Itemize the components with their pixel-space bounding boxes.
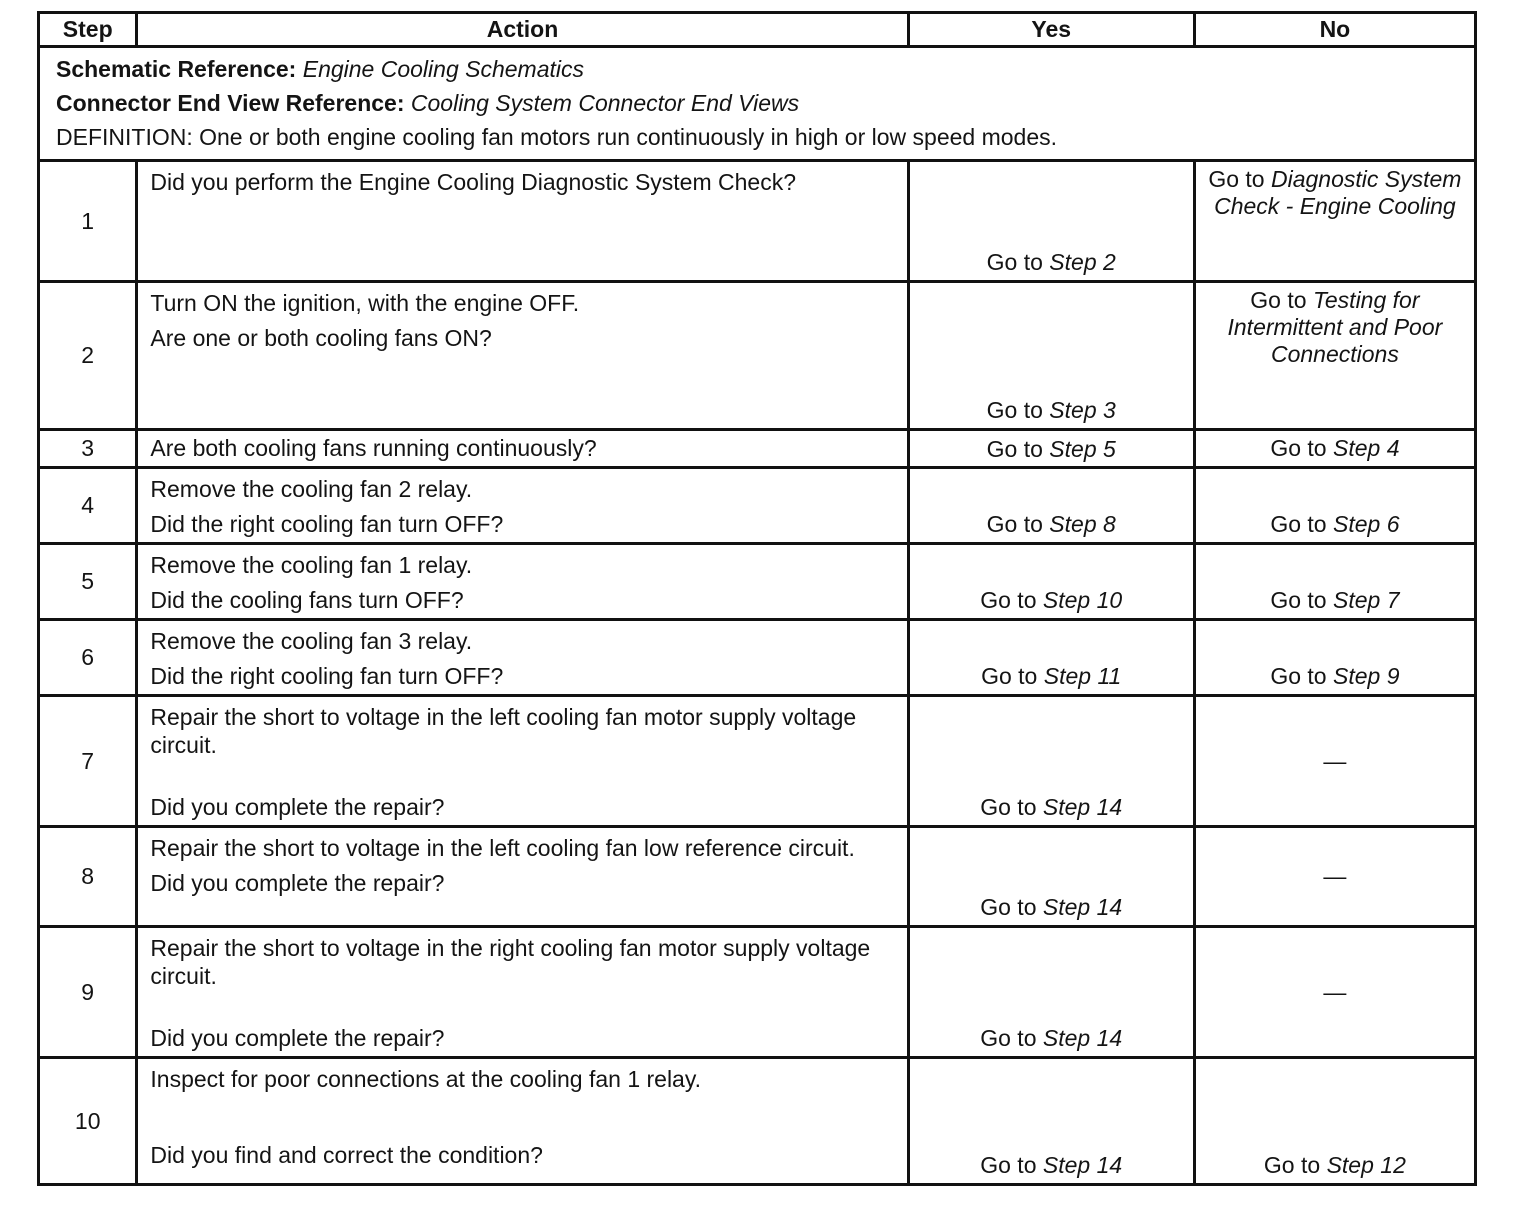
- table-row: [39, 282, 1476, 430]
- table-row: [39, 620, 1476, 696]
- action-text: Remove the cooling fan 1 relay.: [150, 552, 473, 578]
- header-no: No: [1194, 13, 1475, 47]
- action-text: Repair the short to voltage in the left cooling fan low reference circuit.: [150, 835, 855, 861]
- step-number: 7: [39, 696, 137, 827]
- yes-cell: [908, 927, 1194, 1058]
- no-cell: [1194, 468, 1475, 544]
- no-cell: [1194, 620, 1475, 696]
- goto-prefix: Go to: [980, 1152, 1037, 1178]
- goto-prefix: Go to: [980, 894, 1037, 920]
- no-cell: [1194, 927, 1475, 1058]
- action-question: Did the right cooling fan turn OFF?: [150, 511, 504, 537]
- table-row: [39, 927, 1476, 1058]
- action-cell: [137, 1058, 908, 1185]
- no-step-link: Step 9: [1332, 663, 1400, 689]
- no-cell: [1194, 827, 1475, 927]
- step-number: 2: [39, 282, 137, 430]
- table-row: [39, 161, 1476, 282]
- step-number: 8: [39, 827, 137, 927]
- definition: DEFINITION: One or both engine cooling fan motors run continuously in high or low speed modes.: [56, 124, 1058, 150]
- no-step-link: Step 4: [1332, 435, 1400, 461]
- step-number: 6: [39, 620, 137, 696]
- goto-prefix: Go to: [1270, 511, 1327, 537]
- schematic-reference: [56, 52, 1458, 86]
- action-text: Inspect for poor connections at the cooling fan 1 relay.: [150, 1066, 702, 1092]
- no-cell: [1194, 1058, 1475, 1185]
- reference-cell: [39, 47, 1476, 161]
- action-text: Did you perform the Engine Cooling Diagnostic System Check?: [150, 169, 797, 195]
- no-cell: [1194, 544, 1475, 620]
- no-cell: [1194, 282, 1475, 430]
- step-number: 5: [39, 544, 137, 620]
- action-text: Remove the cooling fan 2 relay.: [150, 476, 473, 502]
- header-action: Action: [137, 13, 908, 47]
- dash: —: [1323, 978, 1347, 1005]
- goto-prefix: Go to: [1263, 1152, 1321, 1178]
- no-cell: [1194, 161, 1475, 282]
- step-number: 4: [39, 468, 137, 544]
- diagnostic-table: [37, 11, 1477, 1186]
- action-question: Did you complete the repair?: [150, 870, 445, 896]
- action-cell: [137, 620, 908, 696]
- step-number: 9: [39, 927, 137, 1058]
- action-cell: [137, 161, 908, 282]
- table-row: [39, 827, 1476, 927]
- yes-cell: [908, 620, 1194, 696]
- yes-step-link: Step 3: [1049, 397, 1116, 423]
- action-cell: [137, 827, 908, 927]
- schematic-reference-label: Schematic Reference:: [56, 56, 297, 82]
- yes-step-link: Step 2: [1049, 249, 1116, 275]
- action-cell: [137, 696, 908, 827]
- yes-cell: [908, 1058, 1194, 1185]
- goto-prefix: Go to: [980, 587, 1037, 613]
- no-step-link: Step 12: [1326, 1152, 1406, 1178]
- goto-prefix: Go to: [986, 511, 1043, 537]
- action-question: Did the right cooling fan turn OFF?: [150, 663, 504, 689]
- table-row: [39, 544, 1476, 620]
- step-number: 10: [39, 1058, 137, 1185]
- dash: —: [1323, 747, 1347, 774]
- action-cell: [137, 544, 908, 620]
- yes-step-link: Step 5: [1049, 435, 1116, 462]
- no-step-link: Step 6: [1332, 511, 1400, 537]
- no-step-link: Step 7: [1332, 587, 1400, 613]
- action-question: Are both cooling fans running continuously?: [150, 435, 597, 461]
- connector-reference-value: Cooling System Connector End Views: [410, 90, 800, 116]
- action-question: Did the cooling fans turn OFF?: [150, 587, 464, 613]
- no-cell: [1194, 696, 1475, 827]
- action-question: Did you complete the repair?: [150, 794, 445, 820]
- no-step-link: Diagnostic System Check - Engine Cooling: [1214, 166, 1462, 219]
- yes-cell: [908, 282, 1194, 430]
- schematic-reference-value: Engine Cooling Schematics: [302, 56, 585, 82]
- yes-step-link: Step 11: [1043, 663, 1122, 689]
- goto-prefix: Go to: [986, 397, 1043, 423]
- yes-step-link: Step 14: [1042, 894, 1123, 920]
- action-question: Are one or both cooling fans ON?: [150, 325, 492, 351]
- connector-reference: [56, 86, 1458, 120]
- goto-prefix: Go to: [980, 1025, 1037, 1051]
- goto-prefix: Go to: [1270, 587, 1327, 613]
- action-text: Remove the cooling fan 3 relay.: [150, 628, 473, 654]
- yes-cell: [908, 430, 1194, 468]
- yes-step-link: Step 14: [1042, 1025, 1123, 1051]
- action-cell: [137, 282, 908, 430]
- goto-prefix: Go to: [1270, 435, 1327, 461]
- header-row: [39, 13, 1476, 47]
- reference-row: [39, 47, 1476, 161]
- table-row: [39, 1058, 1476, 1185]
- yes-step-link: Step 10: [1042, 587, 1123, 613]
- goto-prefix: Go to: [1208, 166, 1265, 192]
- yes-cell: [908, 161, 1194, 282]
- yes-cell: [908, 468, 1194, 544]
- action-cell: [137, 430, 908, 468]
- yes-cell: [908, 544, 1194, 620]
- goto-prefix: Go to: [980, 794, 1037, 820]
- goto-prefix: Go to: [1270, 663, 1327, 689]
- table-row: [39, 696, 1476, 827]
- goto-prefix: Go to: [986, 249, 1043, 275]
- header-step: Step: [39, 13, 137, 47]
- action-cell: [137, 468, 908, 544]
- dash: —: [1323, 863, 1347, 889]
- no-cell: [1194, 430, 1475, 468]
- no-step-link: Testing for Intermittent and Poor Connections: [1227, 287, 1443, 367]
- yes-step-link: Step 8: [1049, 511, 1116, 537]
- action-question: Did you find and correct the condition?: [150, 1142, 543, 1168]
- table-row: [39, 430, 1476, 468]
- yes-cell: [908, 696, 1194, 827]
- action-text: Repair the short to voltage in the left cooling fan motor supply voltage circuit.: [150, 704, 857, 758]
- step-number: 3: [39, 430, 137, 468]
- yes-cell: [908, 827, 1194, 927]
- yes-step-link: Step 14: [1042, 794, 1123, 820]
- step-number: 1: [39, 161, 137, 282]
- table-row: [39, 468, 1476, 544]
- goto-prefix: Go to: [981, 663, 1038, 689]
- goto-prefix: Go to: [1250, 287, 1307, 313]
- action-text: Turn ON the ignition, with the engine OFF.: [150, 290, 580, 316]
- goto-prefix: Go to: [986, 435, 1043, 462]
- connector-reference-label: Connector End View Reference:: [56, 90, 405, 116]
- action-question: Did you complete the repair?: [150, 1025, 445, 1051]
- action-text: Repair the short to voltage in the right cooling fan motor supply voltage circuit.: [150, 935, 871, 989]
- yes-step-link: Step 14: [1042, 1152, 1123, 1178]
- header-yes: Yes: [908, 13, 1194, 47]
- action-cell: [137, 927, 908, 1058]
